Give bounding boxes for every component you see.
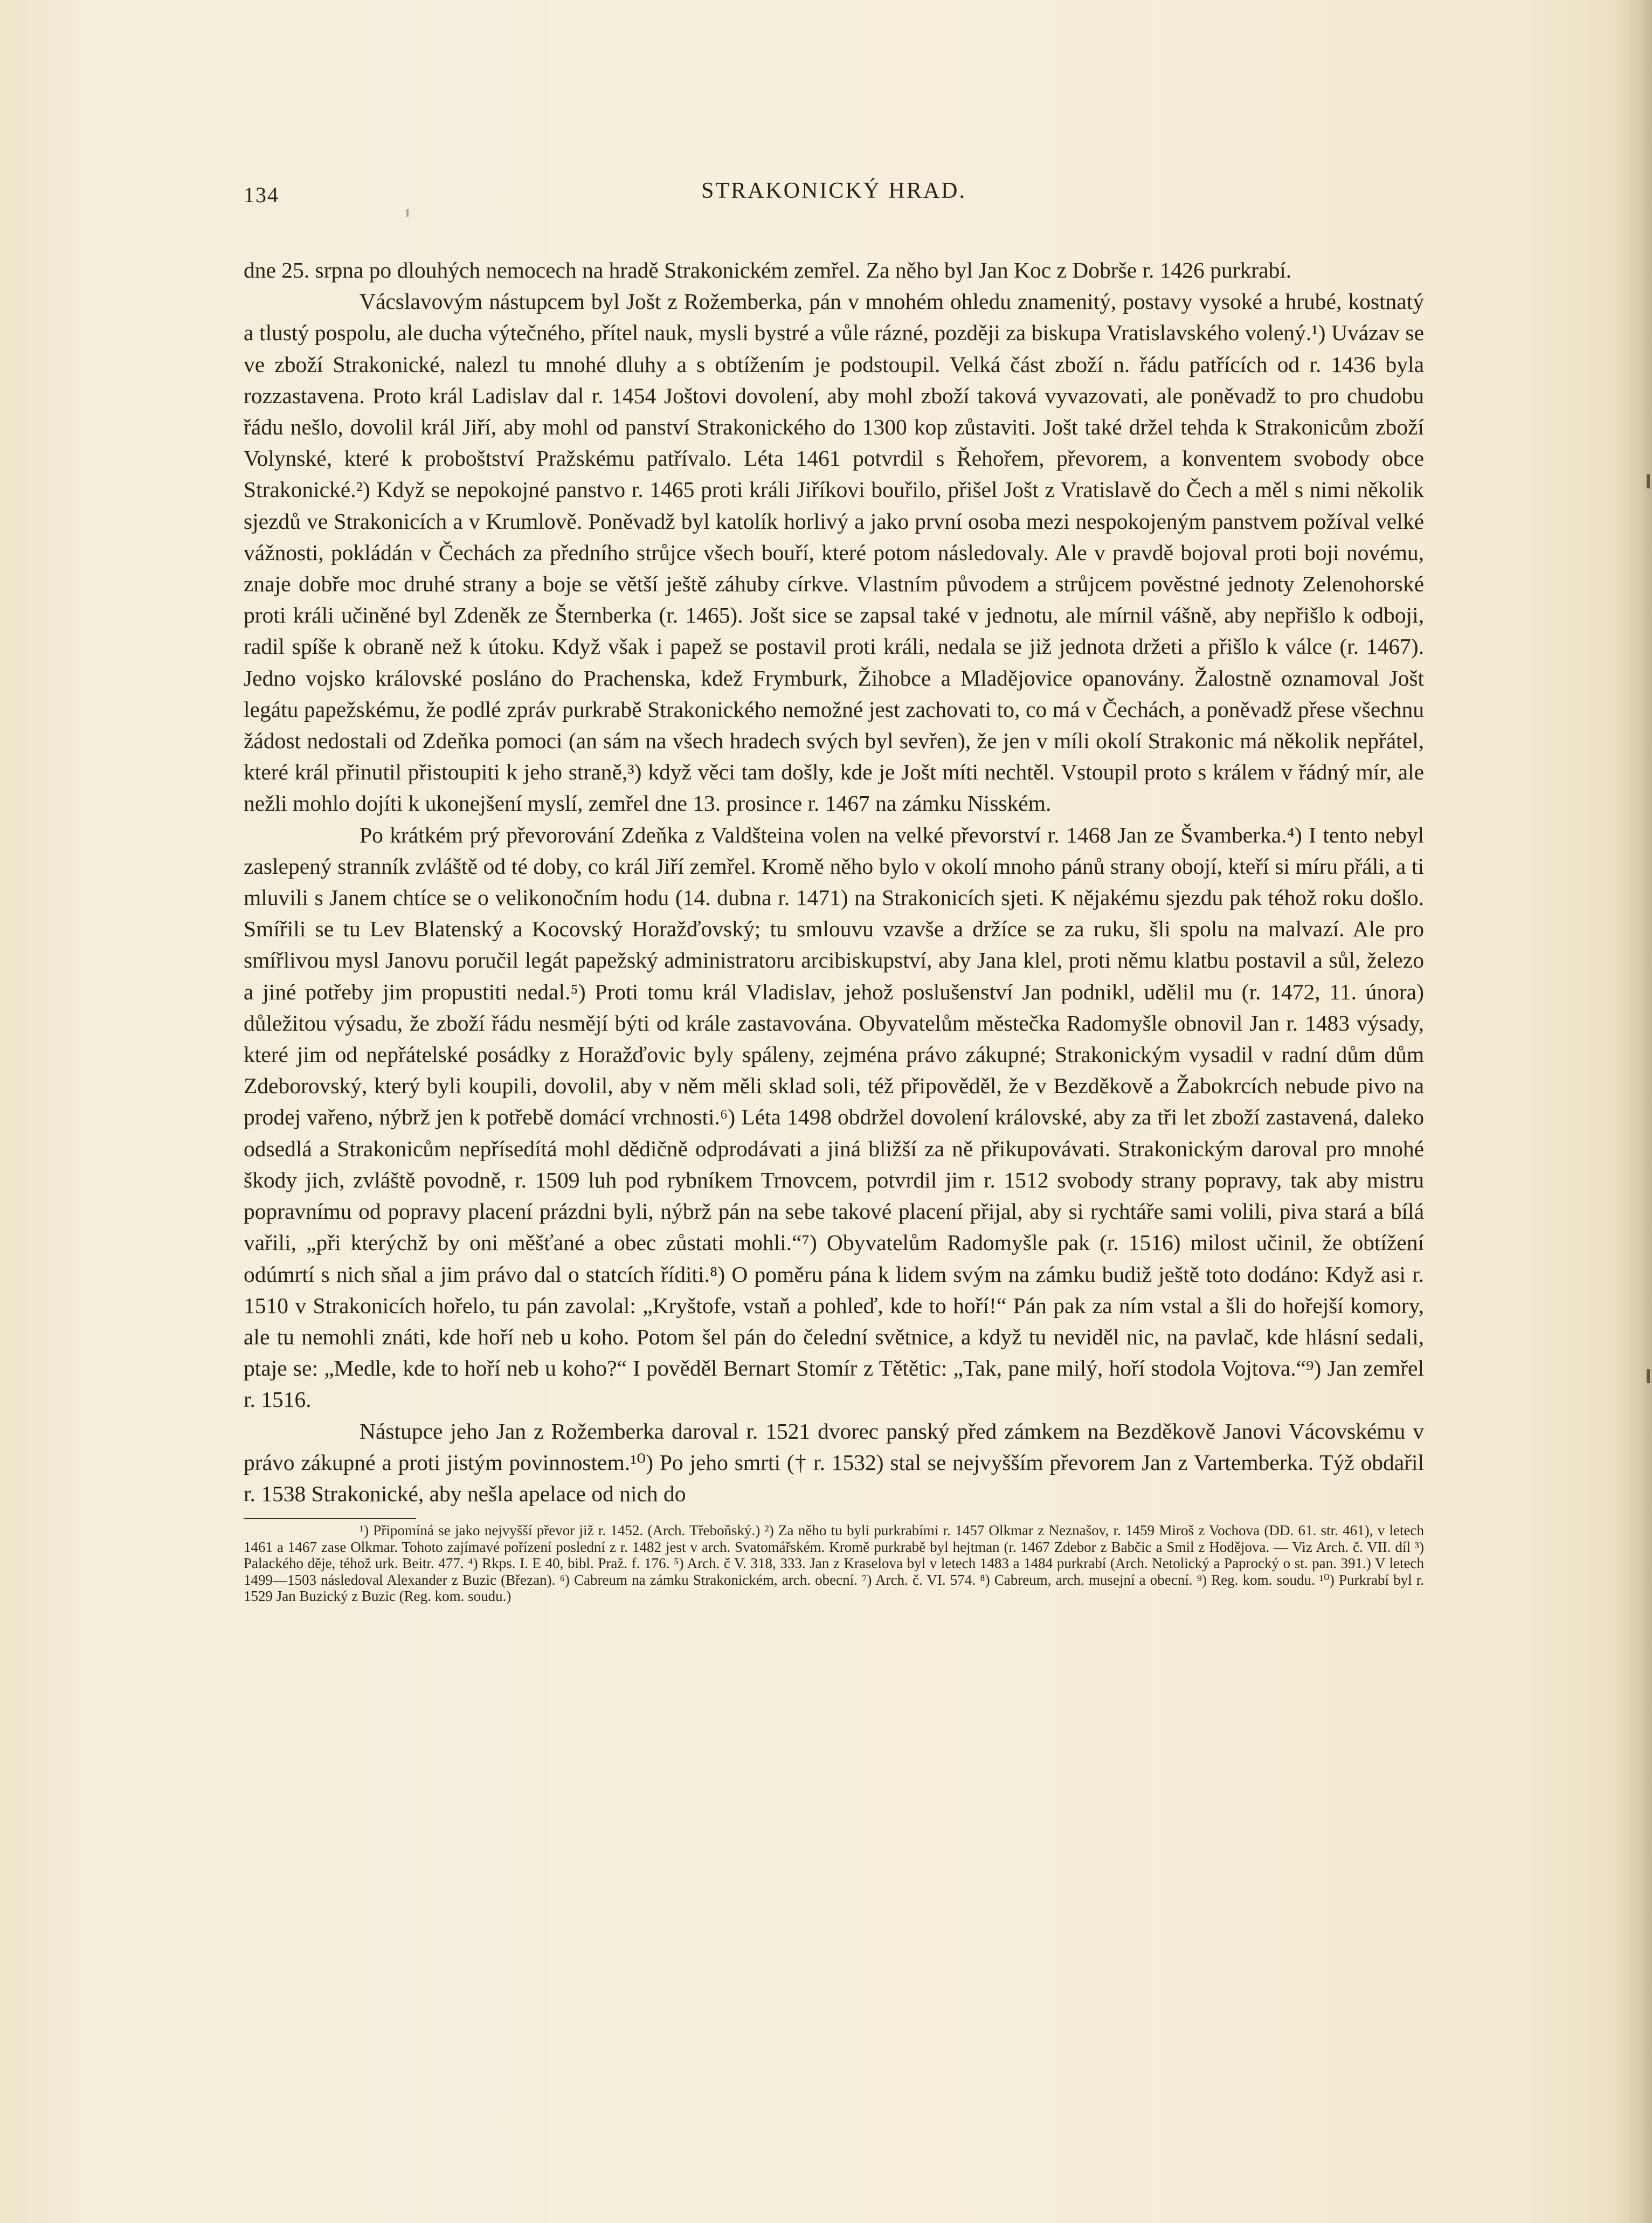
binding-mark xyxy=(1647,474,1650,488)
page-number: 134 xyxy=(244,183,279,207)
footnote-divider xyxy=(244,1518,416,1522)
paragraph: Po krátkém prý převorování Zdeňka z Valdšteina volen na velké převorství r. 1468 Jan ze Švamberka.⁴) I tento nebyl zaslepený stranník zvláště od té doby, co král Jiří zemřel. Kromě něho bylo v okolí mnoho pánů strany obojí, kteří si míru přáli, a ti mluvili s Janem chtíce se o velikonočním hodu (14. dubna r. 1471) na Strakonicích sjeti. K nějakému sjezdu pak téhož roku došlo. Smířili se tu Lev Blatenský a Kocovský Horažďovský; tu smlouvu vzavše a držíce se za ruku, šli spolu na malvazí. Ale pro smířlivou mysl Janovu poručil legát papežský administratoru arcibiskupství, aby Jana klel, proti němu klatbu postavil a sůl, železo a jiné potřeby jim propustiti nedal.⁵) Proti tomu král Vladislav, jehož poslušenství Jan podnikl, udělil mu (r. 1472, 11. února) důležitou výsadu, že zboží řádu nesmějí býti od krále zastavována. Obyvatelům městečka Radomyšle obnovil Jan r. 1483 výsady, které jim od nepřátelské posádky z Horažďovic byly spáleny, zejména právo zákupné; Strakonickým vysadil v radní dům dům Zdeborovský, který byli koupili, dovolil, aby v něm měli sklad soli, též připověděl, že v Bezděkově a Žabokrcích nebude pivo na prodej vařeno, nýbrž jen k potřebě domácí vrchnosti.⁶) Léta 1498 obdržel dovolení královské, aby za tři let zboží zastavená, daleko odsedlá a Strakonicům nepřísedítá mohl dědičně odprodávati a jiná bližší za ně přikupovávati. Strakonickým daroval pro mnohé škody jich, zvláště povodně, r. 1509 luh pod rybníkem Trnovcem, potvrdil jim r. 1512 svobody strany popravy, tak aby mistru popravnímu od popravy placení prázdni byli, nýbrž pán na sebe takové placení přijal, aby si rychtáře sami volili, piva stará a bílá vařili, „při kterýchž by oni měšťané a obec zůstati mohli.“⁷) Obyvatelům Radomyšle pak (r. 1516) milost učinil, že obtížení odúmrtí s nich sňal a jim právo dal o statcích říditi.⁸) O poměru pána k lidem svým na zámku budiž ještě toto dodáno: Když asi r. 1510 v Strakonicích hořelo, tu pán zavolal: „Kryštofe, vstaň a pohleď, kde to hoří!“ Pán pak za ním vstal a šli do hořejší komory, ale tu nemohli znáti, kde hoří neb u koho. Potom šel pán do čelední světnice, a když tu neviděl nic, na pavlač, kde hlásní sedali, ptaje se: „Medle, kde to hoří neb u koho?“ I pověděl Bernart Stomír z Tětětic: „Tak, pane milý, hoří stodola Vojtova.“⁹) Jan zemřel r. 1516. xyxy=(244,822,1424,1412)
running-title: STRAKONICKÝ HRAD. xyxy=(701,178,967,203)
running-head xyxy=(244,178,1424,216)
body-text xyxy=(244,254,1424,1509)
footnotes xyxy=(244,1522,1424,1605)
page-content xyxy=(244,178,1424,1605)
binding-mark xyxy=(1647,1369,1650,1383)
paragraph: Vácslavovým nástupcem byl Jošt z Rožemberka, pán v mnohém ohledu znamenitý, postavy vysoké a hrubé, kostnatý a tlustý pospolu, ale ducha výtečného, přítel nauk, mysli bystré a vůle rázné, později za biskupa Vratislavského volený.¹) Uvázav se ve zboží Strakonické, nalezl tu mnohé dluhy a s obtížením je podstoupil. Velká část zboží n. řádu patřících od r. 1436 byla rozzastavena. Proto král Ladislav dal r. 1454 Joštovi dovolení, aby mohl zboží taková vyvazovati, ale poněvadž to pro chudobu řádu nešlo, dovolil král Jiří, aby mohl od panství Strakonického do 1300 kop zůstaviti. Jošt také držel tehda k Strakonicům zboží Volynské, které k proboštství Pražskému patřívalo. Léta 1461 potvrdil s Řehořem, převorem, a konventem svobody obce Strakonické.²) Když se nepokojné panstvo r. 1465 proti králi Jiříkovi bouřilo, přišel Jošt z Vratislavě do Čech a měl s nimi několik sjezdů ve Strakonicích a v Krumlově. Poněvadž byl katolík horlivý a jako první osoba mezi nespokojeným panstvem požíval velké vážnosti, pokládán v Čechách za předního strůjce všech bouří, které potom následovaly. Ale v pravdě bojoval proti boji novému, znaje dobře moc druhé strany a boje se větší ještě záhuby církve. Vlastním původem a strůjcem pověstné jednoty Zelenohorské proti králi učiněné byl Zdeněk ze Šternberka (r. 1465). Jošt sice se zapsal také v jednotu, ale mírnil vášně, aby nepřišlo k odboji, radil spíše k obraně než k útoku. Když však i papež se postavil proti králi, nedala se již jednota držeti a přišlo k válce (r. 1467). Jedno vojsko královské posláno do Prachenska, kdež Frymburk, Žihobce a Mladějovice opanovány. Žalostně oznamoval Jošt legátu papežskému, že podlé zpráv purkrabě Strakonického nemožné jest zachovati to, co má v Čechách, a poněvadž přese všechnu žádost nedostali od Zdeňka pomoci (an sám na všech hradech svých byl sevřen), že jen v míli okolí Strakonic má několik nepřátel, které král přinutil přistoupiti k jeho straně,³) když věci tam došly, kde je Jošt míti nechtěl. Vstoupil proto s králem v řádný mír, ale nežli mohlo dojíti k ukonejšení myslí, zemřel dne 13. prosince r. 1467 na zámku Nisském. xyxy=(244,289,1424,816)
paragraph: dne 25. srpna po dlouhých nemocech na hradě Strakonickém zemřel. Za něho byl Jan Koc z Dobrše r. 1426 purkrabí. xyxy=(244,258,1292,282)
page-edge-shadow xyxy=(1614,0,1652,2223)
footnote-text: ¹) Připomíná se jako nejvyšší převor již r. 1452. (Arch. Třeboňský.) ²) Za něho tu byli purkrabími r. 1457 Olkmar z Neznašov, r. 1459 Miroš z Vochova (DD. 61. str. 461), v letech 1461 a 1467 zase Olkmar. Tohoto zajímavé pořízení poslední z r. 1482 jest v arch. Svatomářském. Kromě purkrabě byl hejtman (r. 1467 Zdebor z Babčic a Smil z Hodějova. — Viz Arch. č. VII. díl ³) Palackého děje, téhož urk. Beitr. 477. ⁴) Rkps. I. E 40, bibl. Praž. f. 176. ⁵) Arch. č V. 318, 333. Jan z Kraselova byl v letech 1483 a 1484 purkrabí (Arch. Netolický a Paprocký o st. pan. 391.) V letech 1499—1503 následoval Alexander z Buzic (Březan). ⁶) Cabreum na zámku Strakonickém, arch. obecní. ⁷) Arch. č. VI. 574. ⁸) Cabreum, arch. musejní a obecní. ⁹) Reg. kom. soudu. ¹⁰) Purkrabí byl r. 1529 Jan Buzický z Buzic (Reg. kom. soudu.) xyxy=(244,1522,1424,1605)
paragraph: Nástupce jeho Jan z Rožemberka daroval r. 1521 dvorec panský před zámkem na Bezděkově Janovi Vácovskému v právo zákupné a proti jistým povinnostem.¹⁰) Po jeho smrti († r. 1532) stal se nejvyšším převorem Jan z Vartemberka. Týž obdařil r. 1538 Strakonické, aby nešla apelace od nich do xyxy=(244,1418,1424,1506)
